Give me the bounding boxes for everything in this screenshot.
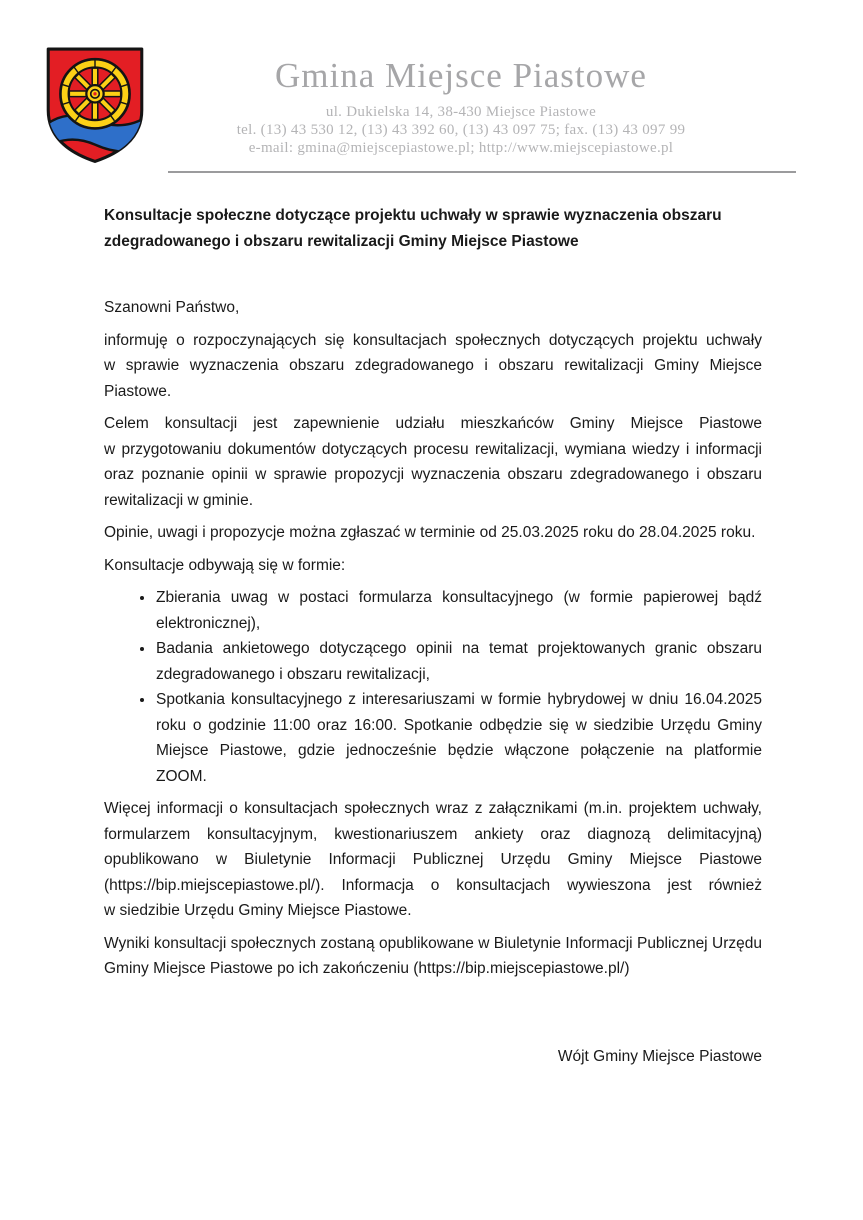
org-phone-fax: tel. (13) 43 530 12, (13) 43 392 60, (13) 43 097 75; fax. (13) 43 097 99 [236, 122, 686, 138]
list-item-forms: • Zbierania uwag w postaci formularza konsultacyjnego (w formie papierowej bądź elektronicznej), [155, 585, 762, 636]
letterhead-divider [168, 171, 796, 173]
paragraph-results: Wyniki konsultacji społecznych zostaną opublikowane w Biuletynie Informacji Publicznej Urzędu Gminy Miejsce Piastowe po ich zakończeniu (https://bip.miejscepiastowe.pl/) [104, 934, 762, 977]
document-body [104, 203, 762, 1069]
paragraph-dates: Opinie, uwagi i propozycje można zgłaszać w terminie od 25.03.2025 roku do 28.04.2025 roku. [104, 524, 756, 541]
salutation: Szanowni Państwo, [104, 299, 240, 316]
paragraph-forms-intro: Konsultacje odbywają się w formie: [104, 556, 346, 574]
paragraph-intro: informuję o rozpoczynających się konsultacjach społecznych dotyczących projektu uchwały w sprawie wyznaczenia obszaru zdegradowanego i obszaru rewitalizacji Gminy Miejsce Piastowe. [104, 331, 762, 400]
document-title: Konsultacje społeczne dotyczące projektu uchwały w sprawie wyznaczenia obszaru zdegradowanego i obszaru rewitalizacji Gminy Miejsce Piastowe [104, 207, 722, 250]
list-item-meeting: • Spotkania konsultacyjnego z interesariuszami w formie hybrydowej w dniu 16.04.2025 roku o godzinie 11:00 oraz 16:00. Spotkanie odbędzie się w siedzibie Urzędu Gminy Miejsce Piastowe, gdzie jednocześnie będzie włączone połączenie na platformie ZOOM. [155, 687, 762, 789]
list-item-survey: • Badania ankietowego dotyczącego opinii na temat projektowanych granic obszaru zdegradowanego i obszaru rewitalizacji, [155, 636, 762, 687]
letterhead [150, 56, 772, 157]
paragraph-goal: Celem konsultacji jest zapewnienie udziału mieszkańców Gminy Miejsce Piastowe w przygotowaniu dokumentów dotyczących procesu rewitalizacji, wymiana wiedzy i informacji oraz poznanie opinii w sprawie propozycji wyznaczenia obszaru zdegradowanego i obszaru rewitalizacji w gminie. [104, 415, 762, 509]
org-address: ul. Dukielska 14, 38-430 Miejsce Piastowe [325, 104, 597, 120]
org-name: Gmina Miejsce Piastowe [275, 56, 647, 95]
paragraph-more-info: Więcej informacji o konsultacjach społecznych wraz z załącznikami (m.in. projektem uchwały, formularzem konsultacyjnym, kwestionariuszem ankiety oraz diagnozą delimitacyjną) opublikowano w Biuletynie Informacji Publicznej Urzędu Gminy Miejsce Piastowe (https://bip.miejscepiastowe.pl/). Informacja o konsultacjach wywieszona jest również w siedzibie Urzędu Gminy Miejsce Piastowe. [104, 800, 762, 919]
municipal-crest-icon [44, 45, 146, 165]
consultation-forms-list [104, 585, 762, 789]
signature: Wójt Gminy Miejsce Piastowe [557, 1047, 762, 1065]
org-email-web: e-mail: gmina@miejscepiastowe.pl; http://www.miejscepiastowe.pl [248, 140, 674, 156]
